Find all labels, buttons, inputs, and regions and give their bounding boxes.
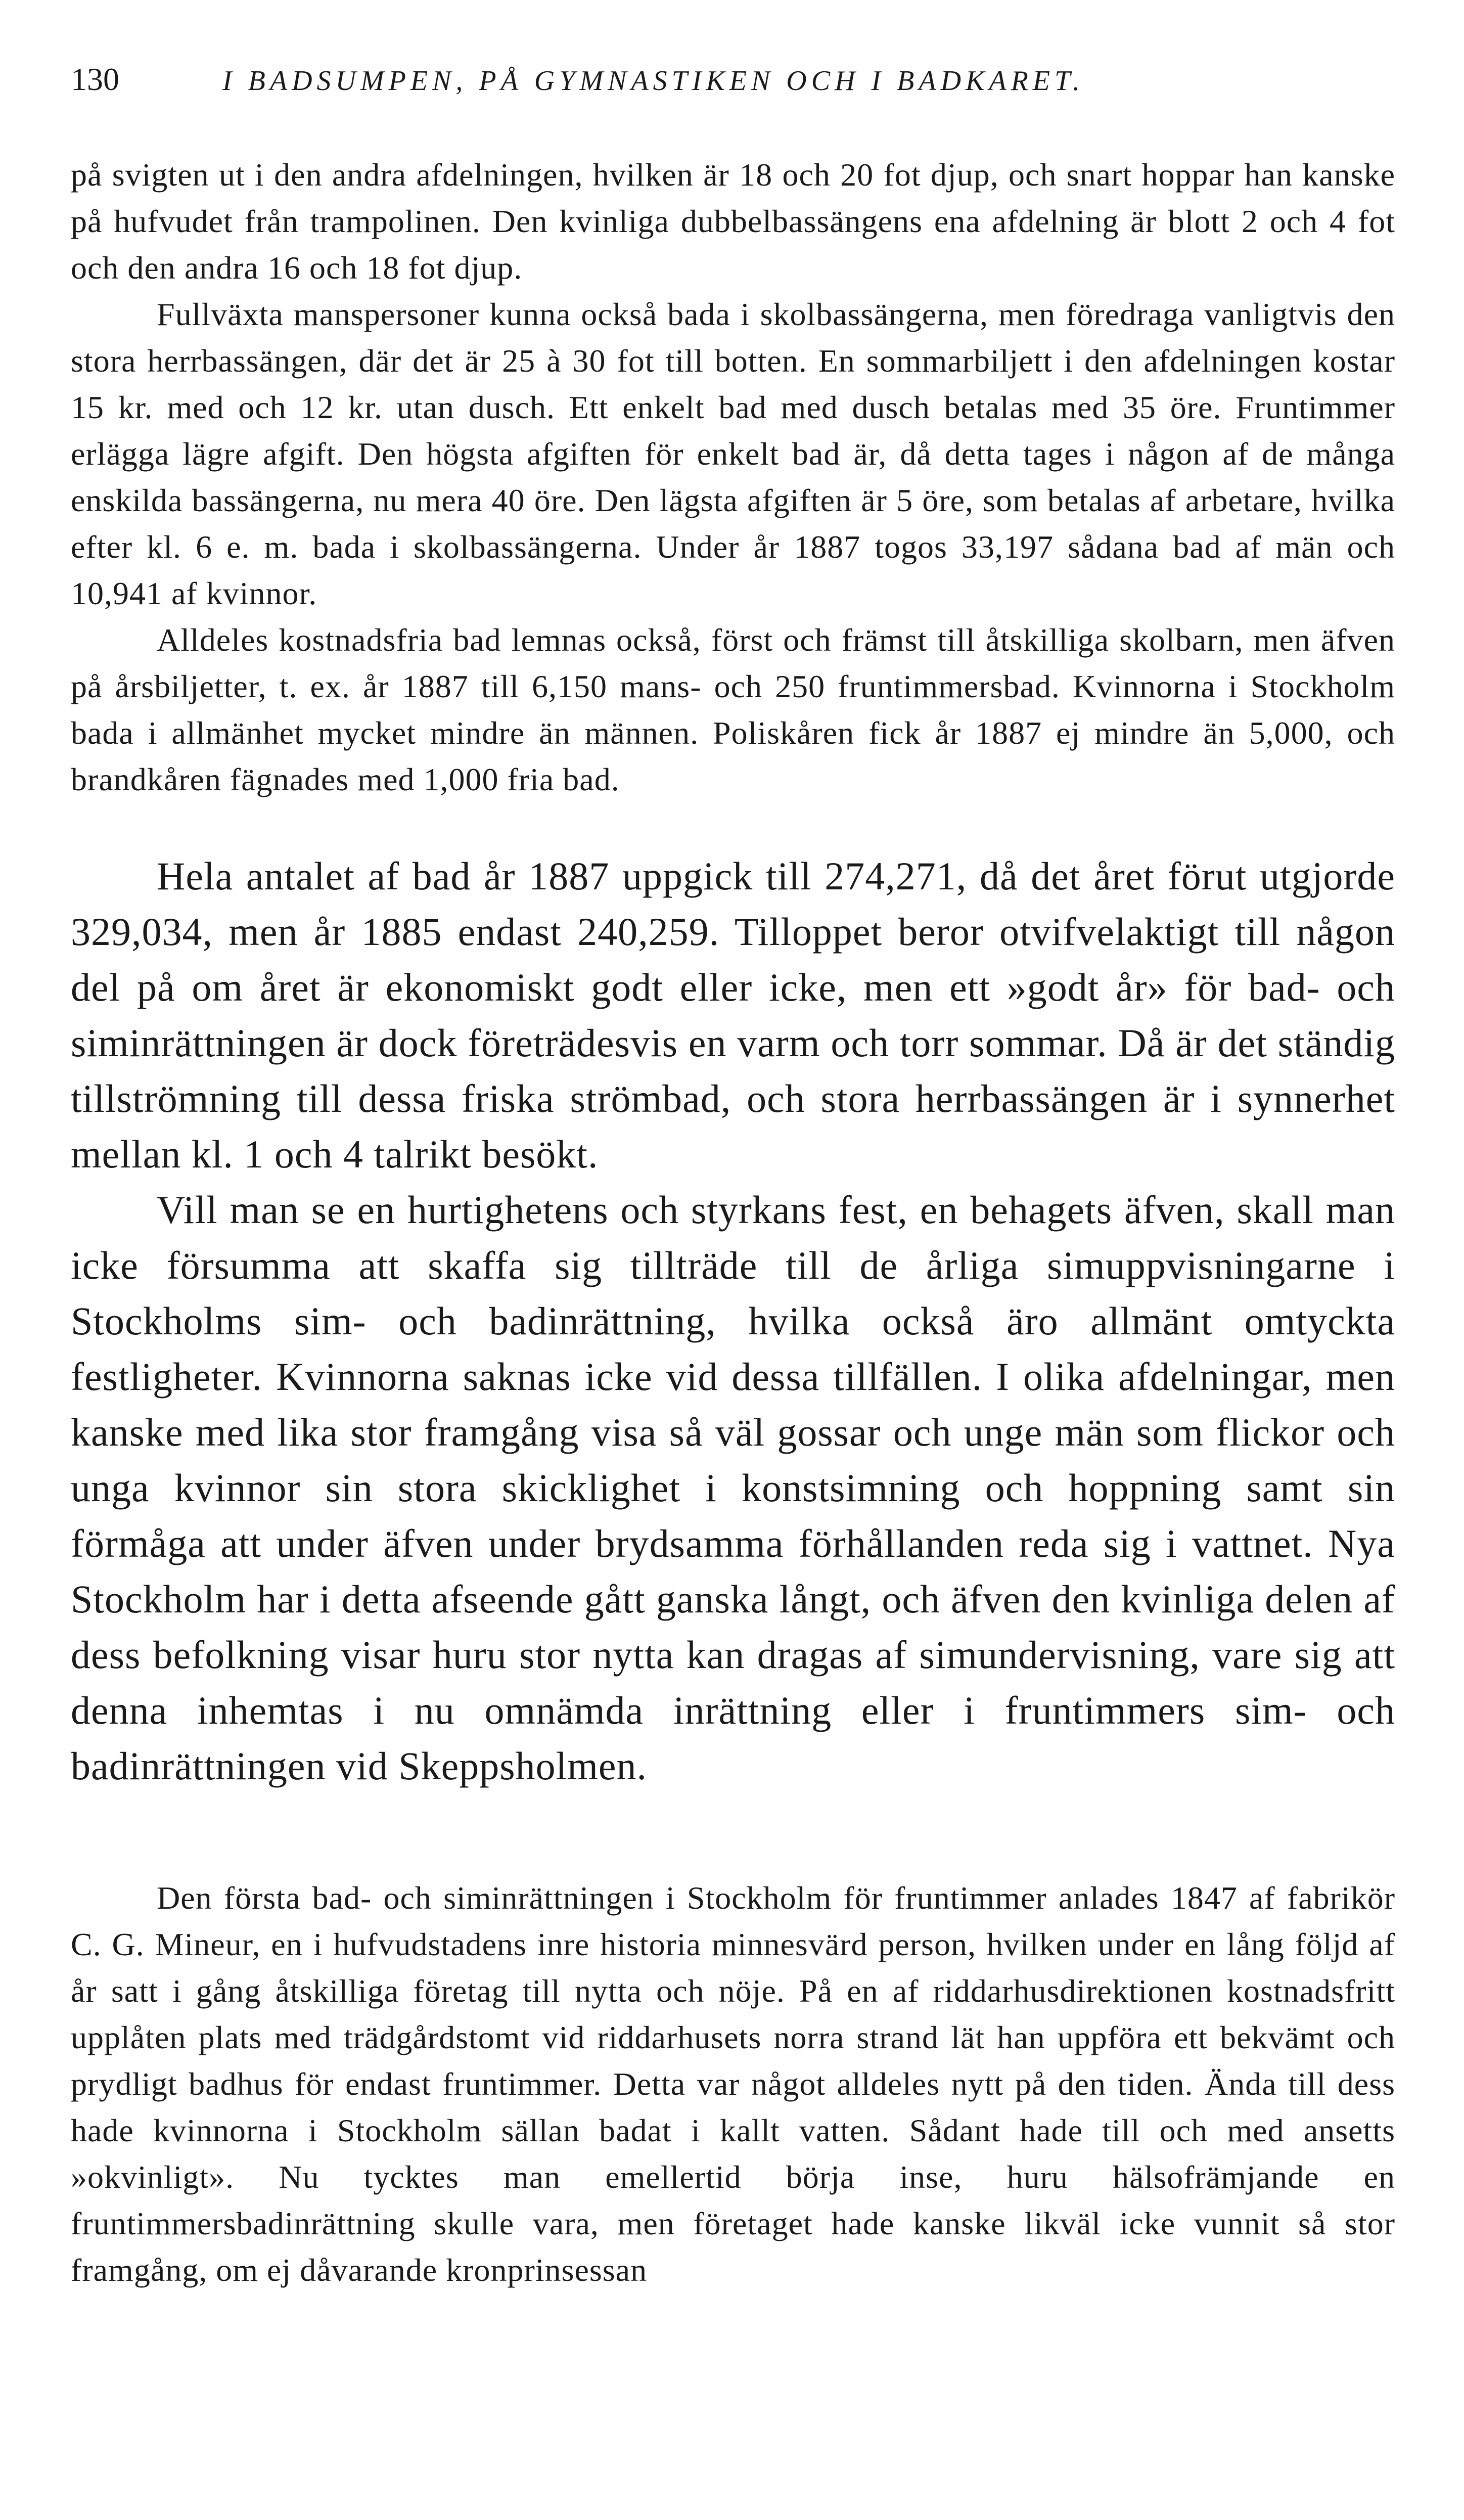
paragraph-continuation: på svigten ut i den andra afdelningen, hvilken är 18 och 20 fot djup, och snart hoppar han kanske på hufvudet från trampolinen. Den kvinliga dubbelbassängens ena afdelning är blott 2 och 4 fot och den andra 16 och 18 fot djup. [71, 157, 1395, 286]
small-text-section-bottom [71, 1875, 1395, 2293]
page-number: 130 [71, 61, 119, 97]
paragraph-bath-totals: Hela antalet af bad år 1887 uppgick till 274,271, då det året förut utgjorde 329,034, men år 1885 endast 240,259. Tilloppet beror otvifvelaktigt till någon del på om året är ekonomiskt godt eller icke, men ett »godt år» för bad- och siminrättningen är dock företrädesvis en varm och torr sommar. Då är det ständig tillströmning till dessa friska strömbad, och stora herrbassängen är i synnerhet mellan kl. 1 och 4 talrikt besökt. [71, 854, 1395, 1176]
running-title: I BADSUMPEN, PÅ GYMNASTIKEN OCH I BADKARET. [222, 65, 1084, 97]
paragraph-womens-bathhouse: Den första bad- och siminrättningen i Stockholm för fruntimmer anlades 1847 af fabrikör C. G. Mineur, en i hufvudstadens inre historia minnesvärd person, hvilken under en lång följd af år satt i gång åtskilliga företag till nytta och nöje. På en af riddarhusdirektionen kostnadsfritt upplåten plats med trädgårdstomt vid riddarhusets norra strand lät han uppföra ett bekvämt och prydligt badhus för endast fruntimmer. Detta var något alldeles nytt på den tiden. Ända till dess hade kvinnorna i Stockholm sällan badat i kallt vatten. Sådant hade till och med ansetts »okvinligt». Nu tycktes man emellertid börja inse, huru hälsofrämjande en fruntimmersbadinrättning skulle vara, men företaget hade kanske likväl icke vunnit så stor framgång, om ej dåvarande kronprinsessan [71, 1880, 1395, 2288]
book-page [71, 61, 1395, 2293]
large-text-section [71, 848, 1395, 1794]
page-header [71, 61, 1395, 116]
paragraph-free-baths: Alldeles kostnadsfria bad lemnas också, först och främst till åtskilliga skolbarn, men äfven på årsbiljetter, t. ex. år 1887 till 6,150 mans- och 250 fruntimmersbad. Kvinnorna i Stockholm bada i allmänhet mycket mindre än männen. Poliskåren fick år 1887 ej mindre än 5,000, och brandkåren fägnades med 1,000 fria bad. [71, 622, 1395, 797]
paragraph-swimming-shows: Vill man se en hurtighetens och styrkans fest, en behagets äfven, skall man icke försumma att skaffa sig tillträde till de årliga simuppvisningarne i Stockholms sim- och badinrättning, hvilka också äro allmänt omtyckta festligheter. Kvinnorna saknas icke vid dessa tillfällen. I olika afdelningar, men kanske med lika stor framgång visa så väl gossar och unge män som flickor och unga kvinnor sin stora skicklighet i konstsimning och hoppning samt sin förmåga att under äfven under brydsamma förhållanden reda sig i vattnet. Nya Stockholm har i detta afseende gått ganska långt, och äfven den kvinliga delen af dess befolkning visar huru stor nytta kan dragas af simundervisning, vare sig att denna inhemtas i nu omnämda inrättning eller i fruntimmers sim- och badinrättningen vid Skeppsholmen. [71, 1188, 1395, 1788]
paragraph-adult-bathing: Fullväxta manspersoner kunna också bada i skolbassängerna, men föredraga vanligtvis den stora herrbassängen, där det är 25 à 30 fot till botten. En sommarbiljett i den afdelningen kostar 15 kr. med och 12 kr. utan dusch. Ett enkelt bad med dusch betalas med 35 öre. Fruntimmer erlägga lägre afgift. Den högsta afgiften för enkelt bad är, då detta tages i någon af de många enskilda bassängerna, nu mera 40 öre. Den lägsta afgiften är 5 öre, som betalas af arbetare, hvilka efter kl. 6 e. m. bada i skolbassängerna. Under år 1887 togos 33,197 sådana bad af män och 10,941 af kvinnor. [71, 296, 1395, 611]
small-text-section-top [71, 152, 1395, 803]
